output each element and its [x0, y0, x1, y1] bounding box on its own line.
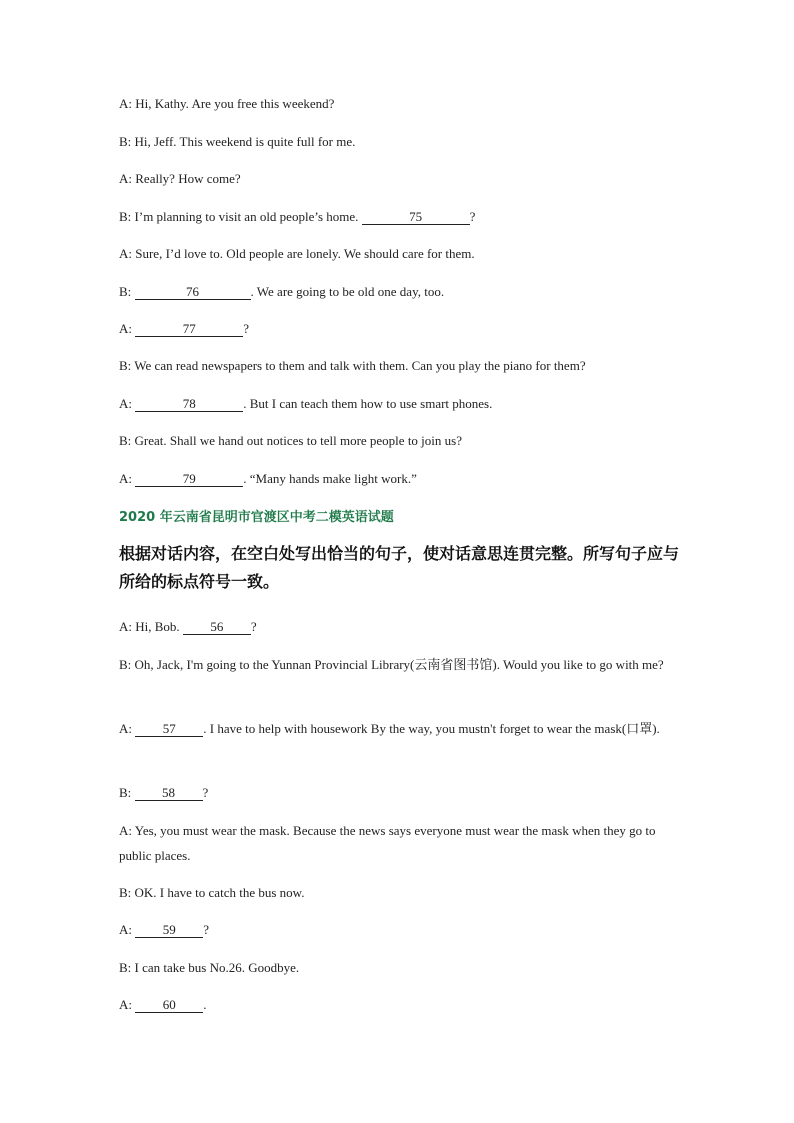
answer-blank-57[interactable]: 57	[135, 722, 203, 737]
dialogue-text: ?	[202, 785, 209, 800]
dialogue-line	[119, 279, 679, 304]
dialogue-line: B: Great. Shall we hand out notices to tell more people to join us?	[119, 433, 462, 448]
answer-blank-79[interactable]: 79	[135, 472, 243, 487]
dialogue-line	[119, 316, 679, 341]
instruction-text: 根据对话内容，在空白处写出恰当的句子，使对话意思连贯完整。所写句子应与所给的标点符号一致。	[119, 544, 680, 591]
answer-blank-75[interactable]: 75	[362, 210, 470, 225]
dialogue-text: . “Many hands make light work.”	[243, 471, 417, 486]
dialogue-line: B: I can take bus No.26. Goodbye.	[119, 960, 300, 975]
dialogue-text: ?	[203, 922, 210, 937]
dialogue-text: B:	[119, 284, 135, 299]
dialogue-text: . We are going to be old one day, too.	[250, 284, 445, 299]
dialogue-text: .	[203, 997, 207, 1012]
dialogue-line	[119, 992, 679, 1017]
dialogue-text: . But I can teach them how to use smart phones.	[243, 396, 493, 411]
answer-blank-56[interactable]: 56	[183, 620, 251, 635]
dialogue-line	[119, 716, 669, 741]
dialogue-line: A: Sure, I’d love to. Old people are lonely. We should care for them.	[119, 246, 475, 261]
section-title: 2020 年云南省昆明市官渡区中考二模英语试题	[119, 510, 394, 525]
dialogue-text: A:	[119, 721, 136, 736]
dialogue-line: A: Really? How come?	[119, 171, 241, 186]
dialogue-line: B: Oh, Jack, I'm going to the Yunnan Provincial Library(云南省图书馆). Would you like to go with me?	[119, 657, 664, 672]
answer-blank-59[interactable]: 59	[135, 923, 203, 938]
answer-blank-78[interactable]: 78	[135, 397, 243, 412]
dialogue-text: A:	[119, 997, 136, 1012]
dialogue-line	[119, 204, 679, 229]
dialogue-text: A:	[119, 396, 136, 411]
dialogue-line	[119, 780, 679, 805]
dialogue-line	[119, 466, 679, 491]
dialogue-line: B: Hi, Jeff. This weekend is quite full for me.	[119, 134, 356, 149]
dialogue-text: A: Hi, Bob.	[119, 619, 183, 634]
dialogue-text: ?	[250, 619, 257, 634]
dialogue-line	[119, 917, 679, 942]
answer-blank-77[interactable]: 77	[135, 322, 243, 337]
answer-blank-76[interactable]: 76	[135, 285, 251, 300]
dialogue-text: A:	[119, 922, 136, 937]
dialogue-text: ?	[243, 321, 250, 336]
answer-blank-58[interactable]: 58	[135, 786, 203, 801]
dialogue-line: A: Hi, Kathy. Are you free this weekend?	[119, 96, 335, 111]
dialogue-line	[119, 391, 679, 416]
dialogue-text: . I have to help with housework By the way, you mustn't forget to wear the mask(口罩).	[203, 721, 660, 736]
answer-blank-60[interactable]: 60	[135, 998, 203, 1013]
dialogue-line: A: Yes, you must wear the mask. Because the news says everyone must wear the mask when they go to public places.	[119, 823, 656, 863]
dialogue-line: B: OK. I have to catch the bus now.	[119, 885, 305, 900]
dialogue-text: B: I’m planning to visit an old people’s home.	[119, 209, 362, 224]
dialogue-text: A:	[119, 471, 136, 486]
dialogue-text: ?	[469, 209, 476, 224]
dialogue-line: B: We can read newspapers to them and talk with them. Can you play the piano for them?	[119, 358, 586, 373]
dialogue-text: B:	[119, 785, 135, 800]
dialogue-text: A:	[119, 321, 136, 336]
dialogue-line	[119, 614, 679, 639]
